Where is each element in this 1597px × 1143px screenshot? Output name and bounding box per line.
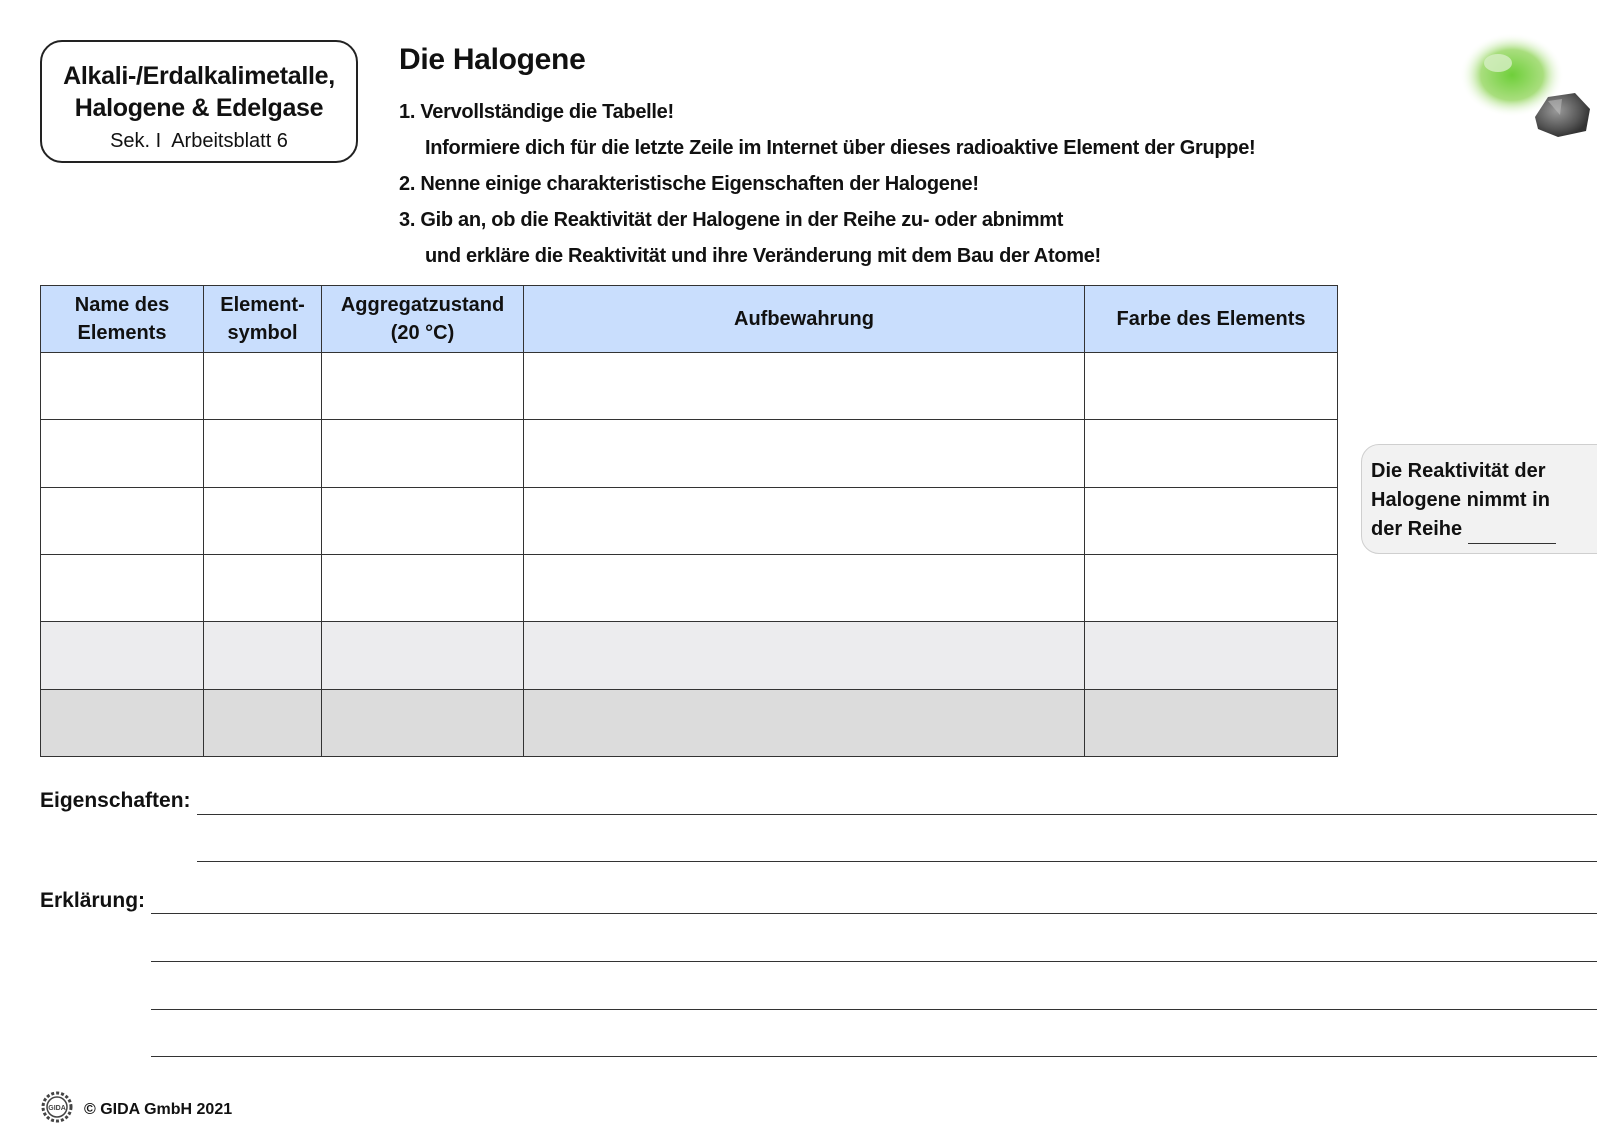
table-row: [41, 554, 1338, 621]
erklaerung-line-2[interactable]: [151, 961, 1597, 962]
table-row: [41, 689, 1338, 756]
table-cell[interactable]: [1085, 353, 1338, 420]
eigenschaften-line-2[interactable]: [197, 861, 1597, 862]
table-header-row: [41, 286, 1338, 353]
sheet-label: Arbeitsblatt 6: [171, 130, 288, 152]
table-row: [41, 420, 1338, 487]
table-cell[interactable]: [204, 554, 322, 621]
hint-line-3: der Reihe: [1371, 515, 1597, 544]
copyright-text: © GIDA GmbH 2021: [84, 1101, 233, 1118]
eigenschaften-label: Eigenschaften:: [40, 789, 191, 812]
svg-text:GIDA: GIDA: [48, 1105, 66, 1112]
table-cell[interactable]: [41, 353, 204, 420]
table-body: [41, 353, 1338, 757]
table-cell[interactable]: [322, 554, 524, 621]
hint-line-2: Halogene nimmt in: [1371, 489, 1550, 511]
table-cell[interactable]: [204, 622, 322, 689]
task-1-note: Informiere dich für die letzte Zeile im Internet über dieses radioaktive Element der Gruppe!: [425, 137, 1256, 159]
table-row: [41, 353, 1338, 420]
table-cell[interactable]: [524, 487, 1085, 554]
table-row: [41, 487, 1338, 554]
erklaerung-line-3[interactable]: [151, 1009, 1597, 1010]
table-cell[interactable]: [322, 353, 524, 420]
halogen-table: [40, 285, 1338, 757]
table-cell[interactable]: [41, 487, 204, 554]
table-cell[interactable]: [1085, 487, 1338, 554]
erklaerung-line-1[interactable]: [151, 913, 1597, 914]
table-cell[interactable]: [41, 420, 204, 487]
title-line-2: Halogene & Edelgase: [74, 94, 324, 122]
gida-logo-icon: [40, 1091, 74, 1123]
header-element-name: Name des Elements: [41, 286, 204, 353]
table-cell[interactable]: [204, 420, 322, 487]
worksheet-title-box: [40, 40, 358, 163]
table-cell[interactable]: [1085, 554, 1338, 621]
table-row: [41, 622, 1338, 689]
erklaerung-label: Erklärung:: [40, 889, 146, 912]
table-cell[interactable]: [524, 622, 1085, 689]
page-title: Die Halogene: [399, 43, 586, 76]
table-cell[interactable]: [204, 353, 322, 420]
table-cell[interactable]: [524, 420, 1085, 487]
task-list: [399, 94, 1255, 274]
table-cell[interactable]: [1085, 420, 1338, 487]
table-cell[interactable]: [204, 689, 322, 756]
hint-blank[interactable]: [1468, 525, 1556, 544]
header-state: Aggregatzustand (20 °C): [322, 286, 524, 353]
header-element-symbol: Element- symbol: [204, 286, 322, 353]
task-1: 1. Vervollständige die Tabelle!: [399, 101, 674, 123]
footer: [40, 1091, 232, 1123]
table-cell[interactable]: [322, 420, 524, 487]
table-cell[interactable]: [322, 689, 524, 756]
table-cell[interactable]: [204, 487, 322, 554]
task-3-continued: und erkläre die Reaktivität und ihre Veränderung mit dem Bau der Atome!: [425, 245, 1101, 267]
title-subline: [42, 126, 356, 156]
header-storage: Aufbewahrung: [524, 286, 1085, 353]
header-color: Farbe des Elements: [1085, 286, 1338, 353]
table-cell[interactable]: [1085, 689, 1338, 756]
table-cell[interactable]: [1085, 622, 1338, 689]
table-cell[interactable]: [322, 622, 524, 689]
reactivity-hint-box: [1361, 444, 1597, 554]
level-label: Sek. I: [110, 130, 162, 152]
table-cell[interactable]: [41, 622, 204, 689]
eigenschaften-line-1[interactable]: [197, 814, 1597, 815]
halogen-crystal-image: [1450, 25, 1597, 145]
table-cell[interactable]: [524, 353, 1085, 420]
task-3: 3. Gib an, ob die Reaktivität der Halogene in der Reihe zu- oder abnimmt: [399, 209, 1064, 231]
task-2: 2. Nenne einige charakteristische Eigenschaften der Halogene!: [399, 173, 979, 195]
table-cell[interactable]: [41, 554, 204, 621]
table-cell[interactable]: [524, 554, 1085, 621]
table-cell[interactable]: [322, 487, 524, 554]
title-line-1: Alkali-/Erdalkalimetalle,: [63, 62, 335, 90]
table-cell[interactable]: [41, 689, 204, 756]
hint-line-1: Die Reaktivität der: [1371, 460, 1546, 482]
erklaerung-line-4[interactable]: [151, 1056, 1597, 1057]
table-cell[interactable]: [524, 689, 1085, 756]
